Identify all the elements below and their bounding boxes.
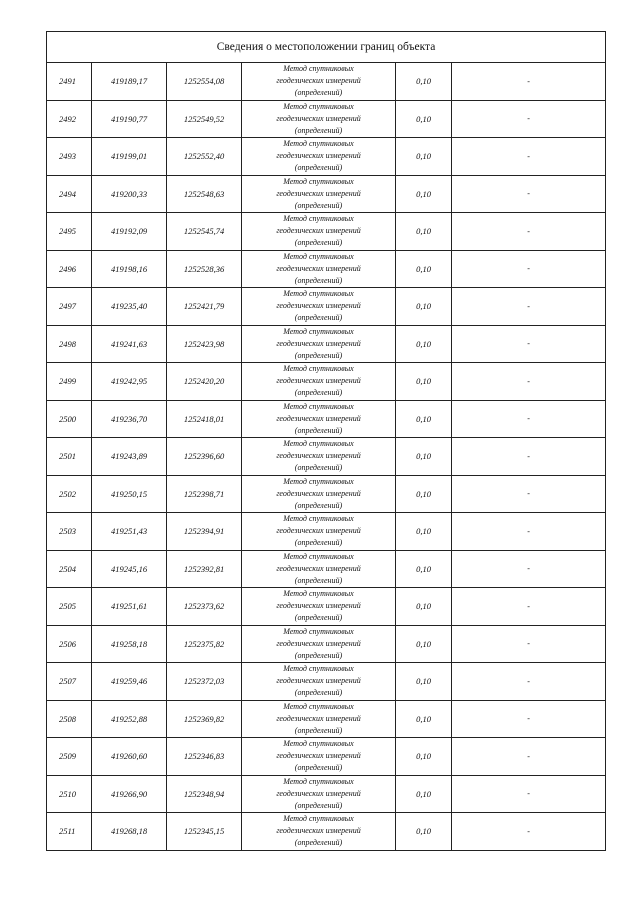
x-coordinate-cell: 419199,01 [92, 138, 167, 176]
table-row [47, 363, 606, 401]
method-cell [242, 625, 396, 663]
x-coordinate-cell: 419200,33 [92, 175, 167, 213]
accuracy-cell: 0,10 [396, 63, 452, 101]
y-coordinate-cell: 1252348,94 [167, 775, 242, 813]
method-line: Метод спутниковых [283, 401, 354, 411]
method-cell [242, 475, 396, 513]
method-line: Метод спутниковых [283, 776, 354, 786]
method-line: Метод спутниковых [283, 814, 354, 824]
point-number-cell: 2508 [47, 700, 92, 738]
accuracy-cell: 0,10 [396, 288, 452, 326]
boundary-table-sheet [46, 31, 605, 851]
method-line: (определений) [294, 463, 343, 473]
y-coordinate-cell: 1252392,81 [167, 550, 242, 588]
table-row [47, 175, 606, 213]
method-line: геодезических измерений [276, 113, 361, 123]
note-cell: - [452, 288, 606, 326]
accuracy-cell: 0,10 [396, 700, 452, 738]
accuracy-cell: 0,10 [396, 138, 452, 176]
accuracy-cell: 0,10 [396, 663, 452, 701]
y-coordinate-cell: 1252528,36 [167, 250, 242, 288]
method-cell [242, 700, 396, 738]
x-coordinate-cell: 419235,40 [92, 288, 167, 326]
note-cell: - [452, 588, 606, 626]
method-line: геодезических измерений [276, 788, 361, 798]
note-cell: - [452, 700, 606, 738]
method-line: (определений) [294, 575, 343, 585]
note-cell: - [452, 813, 606, 851]
method-line: Метод спутниковых [283, 139, 354, 149]
point-number-cell: 2499 [47, 363, 92, 401]
method-line: геодезических измерений [276, 301, 361, 311]
method-line: (определений) [294, 238, 343, 248]
accuracy-cell: 0,10 [396, 438, 452, 476]
point-number-cell: 2497 [47, 288, 92, 326]
accuracy-cell: 0,10 [396, 775, 452, 813]
method-line: геодезических измерений [276, 526, 361, 536]
note-cell: - [452, 63, 606, 101]
y-coordinate-cell: 1252345,15 [167, 813, 242, 851]
point-number-cell: 2503 [47, 513, 92, 551]
method-line: геодезических измерений [276, 376, 361, 386]
y-coordinate-cell: 1252375,82 [167, 625, 242, 663]
x-coordinate-cell: 419260,60 [92, 738, 167, 776]
note-cell: - [452, 250, 606, 288]
x-coordinate-cell: 419189,17 [92, 63, 167, 101]
method-line: (определений) [294, 538, 343, 548]
y-coordinate-cell: 1252346,83 [167, 738, 242, 776]
x-coordinate-cell: 419258,18 [92, 625, 167, 663]
point-number-cell: 2504 [47, 550, 92, 588]
method-line: геодезических измерений [276, 676, 361, 686]
note-cell: - [452, 175, 606, 213]
note-cell: - [452, 438, 606, 476]
note-cell: - [452, 625, 606, 663]
note-cell: - [452, 513, 606, 551]
y-coordinate-cell: 1252398,71 [167, 475, 242, 513]
x-coordinate-cell: 419242,95 [92, 363, 167, 401]
method-cell [242, 738, 396, 776]
method-line: (определений) [294, 838, 343, 848]
point-number-cell: 2491 [47, 63, 92, 101]
method-cell [242, 325, 396, 363]
point-number-cell: 2501 [47, 438, 92, 476]
accuracy-cell: 0,10 [396, 100, 452, 138]
method-line: геодезических измерений [276, 76, 361, 86]
method-line: Метод спутниковых [283, 626, 354, 636]
y-coordinate-cell: 1252394,91 [167, 513, 242, 551]
accuracy-cell: 0,10 [396, 550, 452, 588]
method-cell [242, 550, 396, 588]
method-line: Метод спутниковых [283, 589, 354, 599]
method-line: геодезических измерений [276, 601, 361, 611]
method-line: (определений) [294, 388, 343, 398]
method-line: Метод спутниковых [283, 439, 354, 449]
method-cell [242, 438, 396, 476]
method-line: геодезических измерений [276, 338, 361, 348]
method-cell [242, 213, 396, 251]
y-coordinate-cell: 1252554,08 [167, 63, 242, 101]
table-row [47, 663, 606, 701]
method-line: геодезических измерений [276, 826, 361, 836]
note-cell: - [452, 138, 606, 176]
y-coordinate-cell: 1252420,20 [167, 363, 242, 401]
table-row [47, 138, 606, 176]
method-line: геодезических измерений [276, 488, 361, 498]
method-cell [242, 663, 396, 701]
point-number-cell: 2502 [47, 475, 92, 513]
accuracy-cell: 0,10 [396, 250, 452, 288]
note-cell: - [452, 475, 606, 513]
table-row [47, 588, 606, 626]
method-line: Метод спутниковых [283, 251, 354, 261]
method-line: (определений) [294, 500, 343, 510]
method-line: Метод спутниковых [283, 64, 354, 74]
method-line: (определений) [294, 688, 343, 698]
table-row [47, 250, 606, 288]
point-number-cell: 2495 [47, 213, 92, 251]
note-cell: - [452, 663, 606, 701]
x-coordinate-cell: 419252,88 [92, 700, 167, 738]
method-line: Метод спутниковых [283, 476, 354, 486]
method-line: геодезических измерений [276, 413, 361, 423]
method-line: геодезических измерений [276, 188, 361, 198]
accuracy-cell: 0,10 [396, 475, 452, 513]
method-line: Метод спутниковых [283, 176, 354, 186]
method-line: (определений) [294, 163, 343, 173]
method-line: (определений) [294, 650, 343, 660]
method-cell [242, 588, 396, 626]
table-row [47, 513, 606, 551]
method-cell [242, 775, 396, 813]
method-cell [242, 250, 396, 288]
method-line: геодезических измерений [276, 563, 361, 573]
table-row [47, 325, 606, 363]
point-number-cell: 2505 [47, 588, 92, 626]
method-cell [242, 400, 396, 438]
point-number-cell: 2496 [47, 250, 92, 288]
table-row [47, 738, 606, 776]
method-line: Метод спутниковых [283, 214, 354, 224]
table-row [47, 700, 606, 738]
method-line: (определений) [294, 313, 343, 323]
table-title: Сведения о местоположении границ объекта [47, 32, 606, 63]
accuracy-cell: 0,10 [396, 175, 452, 213]
y-coordinate-cell: 1252421,79 [167, 288, 242, 326]
method-line: Метод спутниковых [283, 739, 354, 749]
x-coordinate-cell: 419241,63 [92, 325, 167, 363]
point-number-cell: 2498 [47, 325, 92, 363]
point-number-cell: 2506 [47, 625, 92, 663]
table-body [47, 63, 606, 851]
method-line: геодезических измерений [276, 751, 361, 761]
method-cell [242, 363, 396, 401]
method-line: Метод спутниковых [283, 289, 354, 299]
note-cell: - [452, 213, 606, 251]
method-line: (определений) [294, 88, 343, 98]
method-cell [242, 138, 396, 176]
x-coordinate-cell: 419190,77 [92, 100, 167, 138]
y-coordinate-cell: 1252418,01 [167, 400, 242, 438]
table-row [47, 213, 606, 251]
x-coordinate-cell: 419236,70 [92, 400, 167, 438]
method-cell [242, 63, 396, 101]
table-row [47, 775, 606, 813]
method-line: (определений) [294, 800, 343, 810]
accuracy-cell: 0,10 [396, 813, 452, 851]
y-coordinate-cell: 1252548,63 [167, 175, 242, 213]
note-cell: - [452, 775, 606, 813]
table-row [47, 550, 606, 588]
method-line: (определений) [294, 725, 343, 735]
y-coordinate-cell: 1252552,40 [167, 138, 242, 176]
table-row [47, 63, 606, 101]
x-coordinate-cell: 419251,61 [92, 588, 167, 626]
x-coordinate-cell: 419259,46 [92, 663, 167, 701]
table-row [47, 400, 606, 438]
method-cell [242, 100, 396, 138]
y-coordinate-cell: 1252423,98 [167, 325, 242, 363]
table-row [47, 100, 606, 138]
x-coordinate-cell: 419268,18 [92, 813, 167, 851]
method-line: (определений) [294, 350, 343, 360]
note-cell: - [452, 325, 606, 363]
y-coordinate-cell: 1252545,74 [167, 213, 242, 251]
x-coordinate-cell: 419245,16 [92, 550, 167, 588]
method-line: Метод спутниковых [283, 664, 354, 674]
method-line: геодезических измерений [276, 638, 361, 648]
point-number-cell: 2494 [47, 175, 92, 213]
method-cell [242, 288, 396, 326]
y-coordinate-cell: 1252372,03 [167, 663, 242, 701]
y-coordinate-cell: 1252373,62 [167, 588, 242, 626]
point-number-cell: 2510 [47, 775, 92, 813]
method-line: геодезических измерений [276, 713, 361, 723]
x-coordinate-cell: 419243,89 [92, 438, 167, 476]
method-line: (определений) [294, 125, 343, 135]
method-line: Метод спутниковых [283, 701, 354, 711]
note-cell: - [452, 400, 606, 438]
point-number-cell: 2511 [47, 813, 92, 851]
point-number-cell: 2509 [47, 738, 92, 776]
y-coordinate-cell: 1252396,60 [167, 438, 242, 476]
y-coordinate-cell: 1252549,52 [167, 100, 242, 138]
x-coordinate-cell: 419250,15 [92, 475, 167, 513]
accuracy-cell: 0,10 [396, 738, 452, 776]
point-number-cell: 2493 [47, 138, 92, 176]
method-line: (определений) [294, 425, 343, 435]
method-line: геодезических измерений [276, 263, 361, 273]
point-number-cell: 2492 [47, 100, 92, 138]
method-line: Метод спутниковых [283, 101, 354, 111]
accuracy-cell: 0,10 [396, 625, 452, 663]
point-number-cell: 2507 [47, 663, 92, 701]
method-cell [242, 813, 396, 851]
method-cell [242, 513, 396, 551]
method-line: Метод спутниковых [283, 326, 354, 336]
note-cell: - [452, 550, 606, 588]
method-line: геодезических измерений [276, 226, 361, 236]
method-line: Метод спутниковых [283, 364, 354, 374]
accuracy-cell: 0,10 [396, 588, 452, 626]
method-line: (определений) [294, 613, 343, 623]
accuracy-cell: 0,10 [396, 400, 452, 438]
method-line: (определений) [294, 200, 343, 210]
x-coordinate-cell: 419192,09 [92, 213, 167, 251]
method-line: геодезических измерений [276, 151, 361, 161]
accuracy-cell: 0,10 [396, 213, 452, 251]
method-line: Метод спутниковых [283, 514, 354, 524]
note-cell: - [452, 738, 606, 776]
table-row [47, 475, 606, 513]
accuracy-cell: 0,10 [396, 325, 452, 363]
accuracy-cell: 0,10 [396, 513, 452, 551]
table-row [47, 438, 606, 476]
note-cell: - [452, 363, 606, 401]
table-row [47, 288, 606, 326]
method-line: (определений) [294, 275, 343, 285]
y-coordinate-cell: 1252369,82 [167, 700, 242, 738]
x-coordinate-cell: 419266,90 [92, 775, 167, 813]
method-cell [242, 175, 396, 213]
method-line: (определений) [294, 763, 343, 773]
table-row [47, 813, 606, 851]
boundary-coordinates-table [46, 31, 606, 851]
table-row [47, 625, 606, 663]
method-line: Метод спутниковых [283, 551, 354, 561]
x-coordinate-cell: 419251,43 [92, 513, 167, 551]
point-number-cell: 2500 [47, 400, 92, 438]
note-cell: - [452, 100, 606, 138]
method-line: геодезических измерений [276, 451, 361, 461]
accuracy-cell: 0,10 [396, 363, 452, 401]
x-coordinate-cell: 419198,16 [92, 250, 167, 288]
